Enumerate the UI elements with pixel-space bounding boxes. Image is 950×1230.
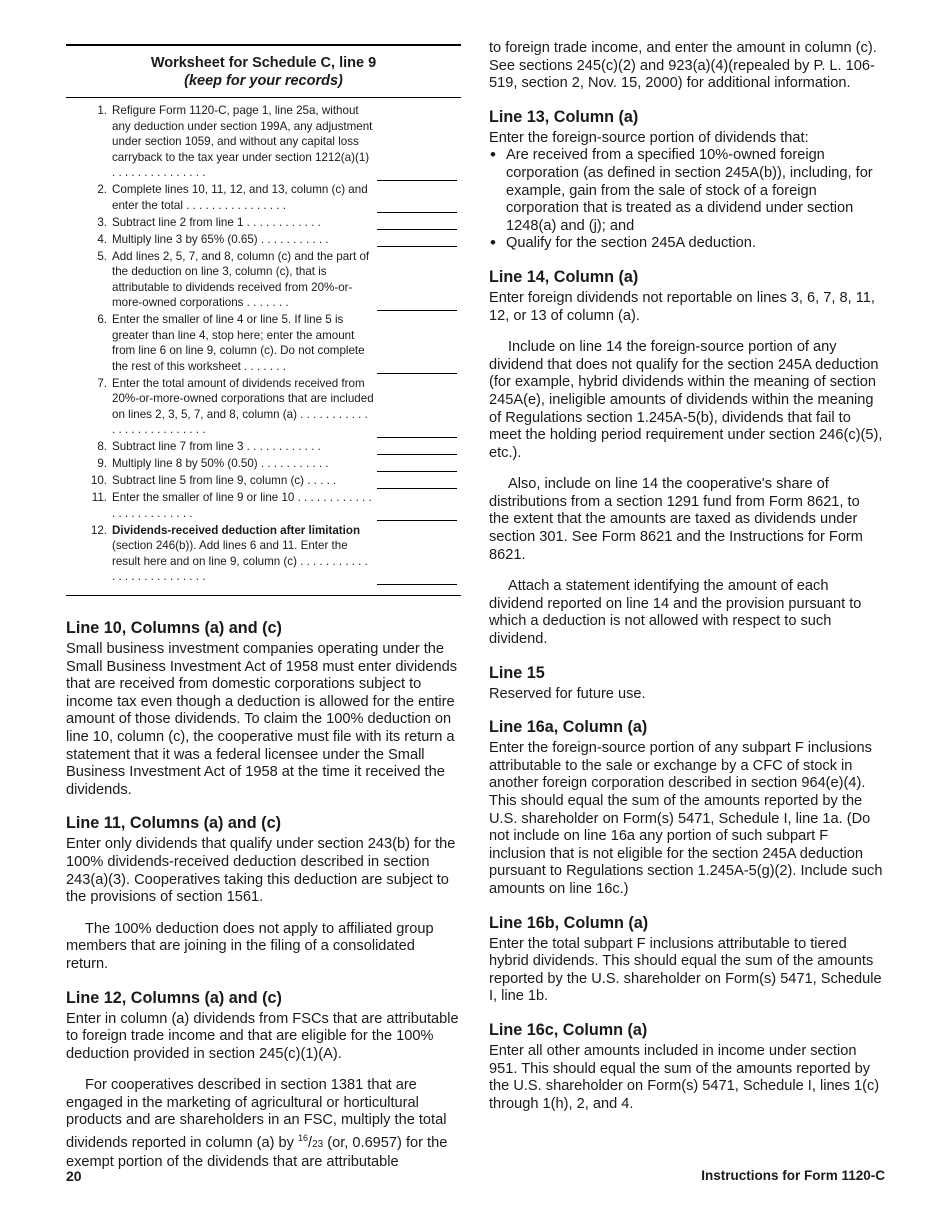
worksheet-schedule-c-line-9 [66, 44, 461, 596]
page-number: 20 [66, 1168, 82, 1184]
line-text: Enter the smaller of line 4 or line 5. If line 5 is greater than line 4, stop here; enter the amount from line 6 on line 9, column (c). Do not complete the rest of this worksheet . . . . . . . [112, 313, 365, 373]
fraction: $^{16}$/23 [298, 1133, 324, 1151]
worksheet-title-block [66, 46, 461, 98]
worksheet-line-10 [66, 473, 461, 489]
line-text: Enter the total amount of dividends received from 20%-or-more-owned corporations that are included on lines 2, 3, 5, 7, and 8, column (a) . . . . . . . . . . . . . . . . . . . . . . . . . . [112, 376, 374, 436]
line-text: Enter the smaller of line 9 or line 10 . . . . . . . . . . . . . . . . . . . . . . . . . [112, 491, 372, 520]
footer-form-title: Instructions for Form 1120-C [701, 1168, 885, 1183]
line-11-paragraph-1: Enter only dividends that qualify under section 243(b) for the 100% dividends-received deduction described in section 243(a)(3). Cooperatives taking this deduction are subject to the provisions of section 1561. [66, 836, 456, 906]
worksheet-line-1 [66, 103, 461, 181]
paragraph-part-a: For cooperatives described in section 1381 that are engaged in the marketing of agricultural or horticultural products and are shareholders in an FSC, multiply the total dividends reported in column (a) by [66, 1077, 447, 1151]
bullet-item: • Are received from a specified 10%-owned foreign corporation (as defined in section 245A(b)), including, for example, gain from the sale of stock of a foreign corporation that is treated as a dividend under section 1248(a) and (j); and [489, 147, 884, 235]
line-text: Multiply line 3 by 65% (0.65) . . . . . . . . . . . [112, 232, 329, 246]
line-text: Add lines 2, 5, 7, and 8, column (c) and the part of the deduction on line 3, column (c), that is attributable to dividends received from 20%-or-more-owned corporations . . . . . . . [112, 249, 370, 309]
worksheet-title: Worksheet for Schedule C, line 9 [150, 55, 377, 71]
worksheet-lines [66, 98, 461, 595]
line-11-paragraph-2: The 100% deduction does not apply to affiliated group members that are joining in the filing of a consolidated return. [66, 920, 434, 972]
entry-line [377, 471, 457, 472]
line-14-paragraph-2: Include on line 14 the foreign-source portion of any dividend that does not qualify for the section 245A deduction (for example, hybrid dividends within the meaning of section 245A(e), ineligible amounts of dividends within the meaning of Regulations section 1.245A-5(b), dividends that fail to meet the holding period requirement under section 246(c)(5), etc.). [489, 339, 883, 461]
entry-line [377, 373, 457, 374]
fraction-numerator: 16 [298, 1133, 309, 1144]
worksheet-line-12 [66, 523, 461, 585]
line-text: Subtract line 7 from line 3 . . . . . . . . . . . . [112, 440, 321, 453]
line-16b-paragraph: Enter the total subpart F inclusions attributable to tiered hybrid dividends. This should equal the sum of the amounts reported by the U.S. shareholder on Form(s) 5471, Schedule I, line 1b. [489, 935, 882, 1005]
line-16b-heading: Line 16b, Column (a) [489, 913, 649, 932]
entry-line [377, 437, 457, 438]
line-14-paragraph-3: Also, include on line 14 the cooperative's share of distributions from a section 1291 fund from Form 8621, to the extent that the amounts are taxed as dividends under section 301. See Form 8621 and the Instructions for Form 8621. [489, 476, 863, 563]
entry-line [377, 229, 457, 230]
line-text: Subtract line 2 from line 1 . . . . . . . . . . . . [112, 215, 321, 229]
line-number: 1. [97, 104, 107, 117]
line-text: Refigure Form 1120-C, page 1, line 25a, without any deduction under section 199A, any adjustment under section 1059, and without any capital loss carryback to the tax year under section 1212(a)(1) . . . . . . . . . . . . . . . [112, 104, 373, 179]
line-number: 2. [97, 183, 107, 196]
worksheet-line-4 [66, 232, 461, 248]
line-rest: (section 246(b)). Add lines 6 and 11. Enter the result here and on line 9, column (c) . . . . . . . . . . . . . . . . . . . . . . . . . . [112, 539, 368, 583]
line-13-bullets [489, 147, 884, 253]
line-12-paragraph-2 [66, 1077, 461, 1171]
continued-paragraph: to foreign trade income, and enter the amount in column (c). See sections 245(c)(2) and 923(a)(4)(repealed by P. L. 106-519, section 2, Nov. 15, 2000) for additional information. [489, 40, 877, 92]
entry-line [377, 488, 457, 489]
right-column [489, 40, 884, 1127]
worksheet-line-8 [66, 439, 461, 455]
line-15-heading: Line 15 [489, 663, 545, 682]
entry-line [377, 310, 457, 311]
line-bold-label: Dividends-received deduction after limitation [112, 523, 361, 537]
worksheet-line-5 [66, 249, 461, 311]
worksheet-line-11 [66, 490, 461, 521]
entry-line [377, 180, 457, 181]
line-16c-heading: Line 16c, Column (a) [489, 1020, 648, 1039]
line-text: Subtract line 5 from line 9, column (c) . . . . . [112, 474, 337, 487]
entry-line [377, 520, 457, 521]
line-14-heading: Line 14, Column (a) [489, 267, 639, 286]
line-number: 11. [91, 491, 107, 504]
line-number: 4. [97, 232, 107, 246]
line-14-paragraph-1: Enter foreign dividends not reportable on lines 3, 6, 7, 8, 11, 12, or 13 of column (a). [489, 289, 875, 324]
line-15-paragraph: Reserved for future use. [489, 685, 646, 702]
line-number: 8. [97, 440, 107, 453]
line-16c-paragraph: Enter all other amounts included in income under section 951. This should equal the sum of the amounts reported by the U.S. shareholder on Form(s) 5471, Schedule I, lines 1(c) through 1(h), 2, and 4. [489, 1042, 880, 1112]
left-column [66, 40, 461, 1185]
line-text: Complete lines 10, 11, 12, and 13, column (c) and enter the total . . . . . . . . . . . . . . . . [112, 183, 368, 212]
worksheet-line-3 [66, 215, 461, 231]
worksheet-line-2 [66, 182, 461, 213]
line-number: 12. [90, 523, 107, 537]
line-13-heading: Line 13, Column (a) [489, 107, 639, 126]
line-text: Multiply line 8 by 50% (0.50) . . . . . . . . . . . [112, 457, 329, 470]
entry-line [377, 584, 457, 585]
line-16a-heading: Line 16a, Column (a) [489, 718, 648, 737]
line-14-paragraph-4: Attach a statement identifying the amount of each dividend reported on line 14 and the provision pursuant to which a deduction is not allowed with respect to such dividend. [489, 578, 862, 648]
line-number: 10. [90, 474, 107, 487]
line-12-heading: Line 12, Columns (a) and (c) [66, 988, 282, 1007]
line-text [112, 523, 374, 585]
line-number: 7. [97, 376, 107, 390]
line-number: 6. [97, 313, 107, 326]
line-number: 9. [97, 457, 107, 470]
line-10-paragraph: Small business investment companies operating under the Small Business Investment Act of 1958 must enter dividends that are received from domestic corporations subject to income tax even though a deduction is allowed for the entire amount of those dividends. To claim the 100% deduction on line 10, column (c), the cooperative must file with its return a statement that it was a federal licensee under the Small Business Investment Act of 1958 at the time it received the dividends. [66, 641, 457, 798]
line-16a-paragraph: Enter the foreign-source portion of any subpart F inclusions attributable to the sale or exchange by a CFC of stock in another foreign corporation described in section 964(e)(4). This should equal the sum of the amounts reported by the U.S. shareholder on Form(s) 5471, Schedule I, line 1a. (Do not include on line 16a any portion of such subpart F inclusion that is not eligible for the section 245A deduction pursuant to Regulations section 1.245A-5(g)(2). Include such amounts on line 16c.) [489, 740, 883, 897]
fraction-denominator: 23 [312, 1138, 324, 1150]
worksheet-subtitle: (keep for your records) [184, 73, 343, 89]
line-13-paragraph: Enter the foreign-source portion of dividends that: [489, 129, 809, 146]
paragraph-part-b: (or, 0.6957) for the exempt portion of the dividends that are attributable [66, 1134, 448, 1170]
line-10-heading: Line 10, Columns (a) and (c) [66, 619, 282, 637]
line-12-paragraph-1: Enter in column (a) dividends from FSCs that are attributable to foreign trade income and that are eligible for the 100% deduction provided in section 245(c)(1)(A). [66, 1010, 459, 1062]
line-number: 5. [97, 249, 107, 263]
entry-line [377, 246, 457, 247]
line-11-heading: Line 11, Columns (a) and (c) [66, 814, 281, 833]
worksheet-line-7 [66, 376, 461, 438]
entry-line [377, 454, 457, 455]
worksheet-line-9 [66, 456, 461, 472]
bullet-item: • Qualify for the section 245A deduction. [489, 235, 884, 253]
worksheet-line-6 [66, 312, 461, 374]
line-number: 3. [97, 215, 107, 229]
entry-line [377, 212, 457, 213]
